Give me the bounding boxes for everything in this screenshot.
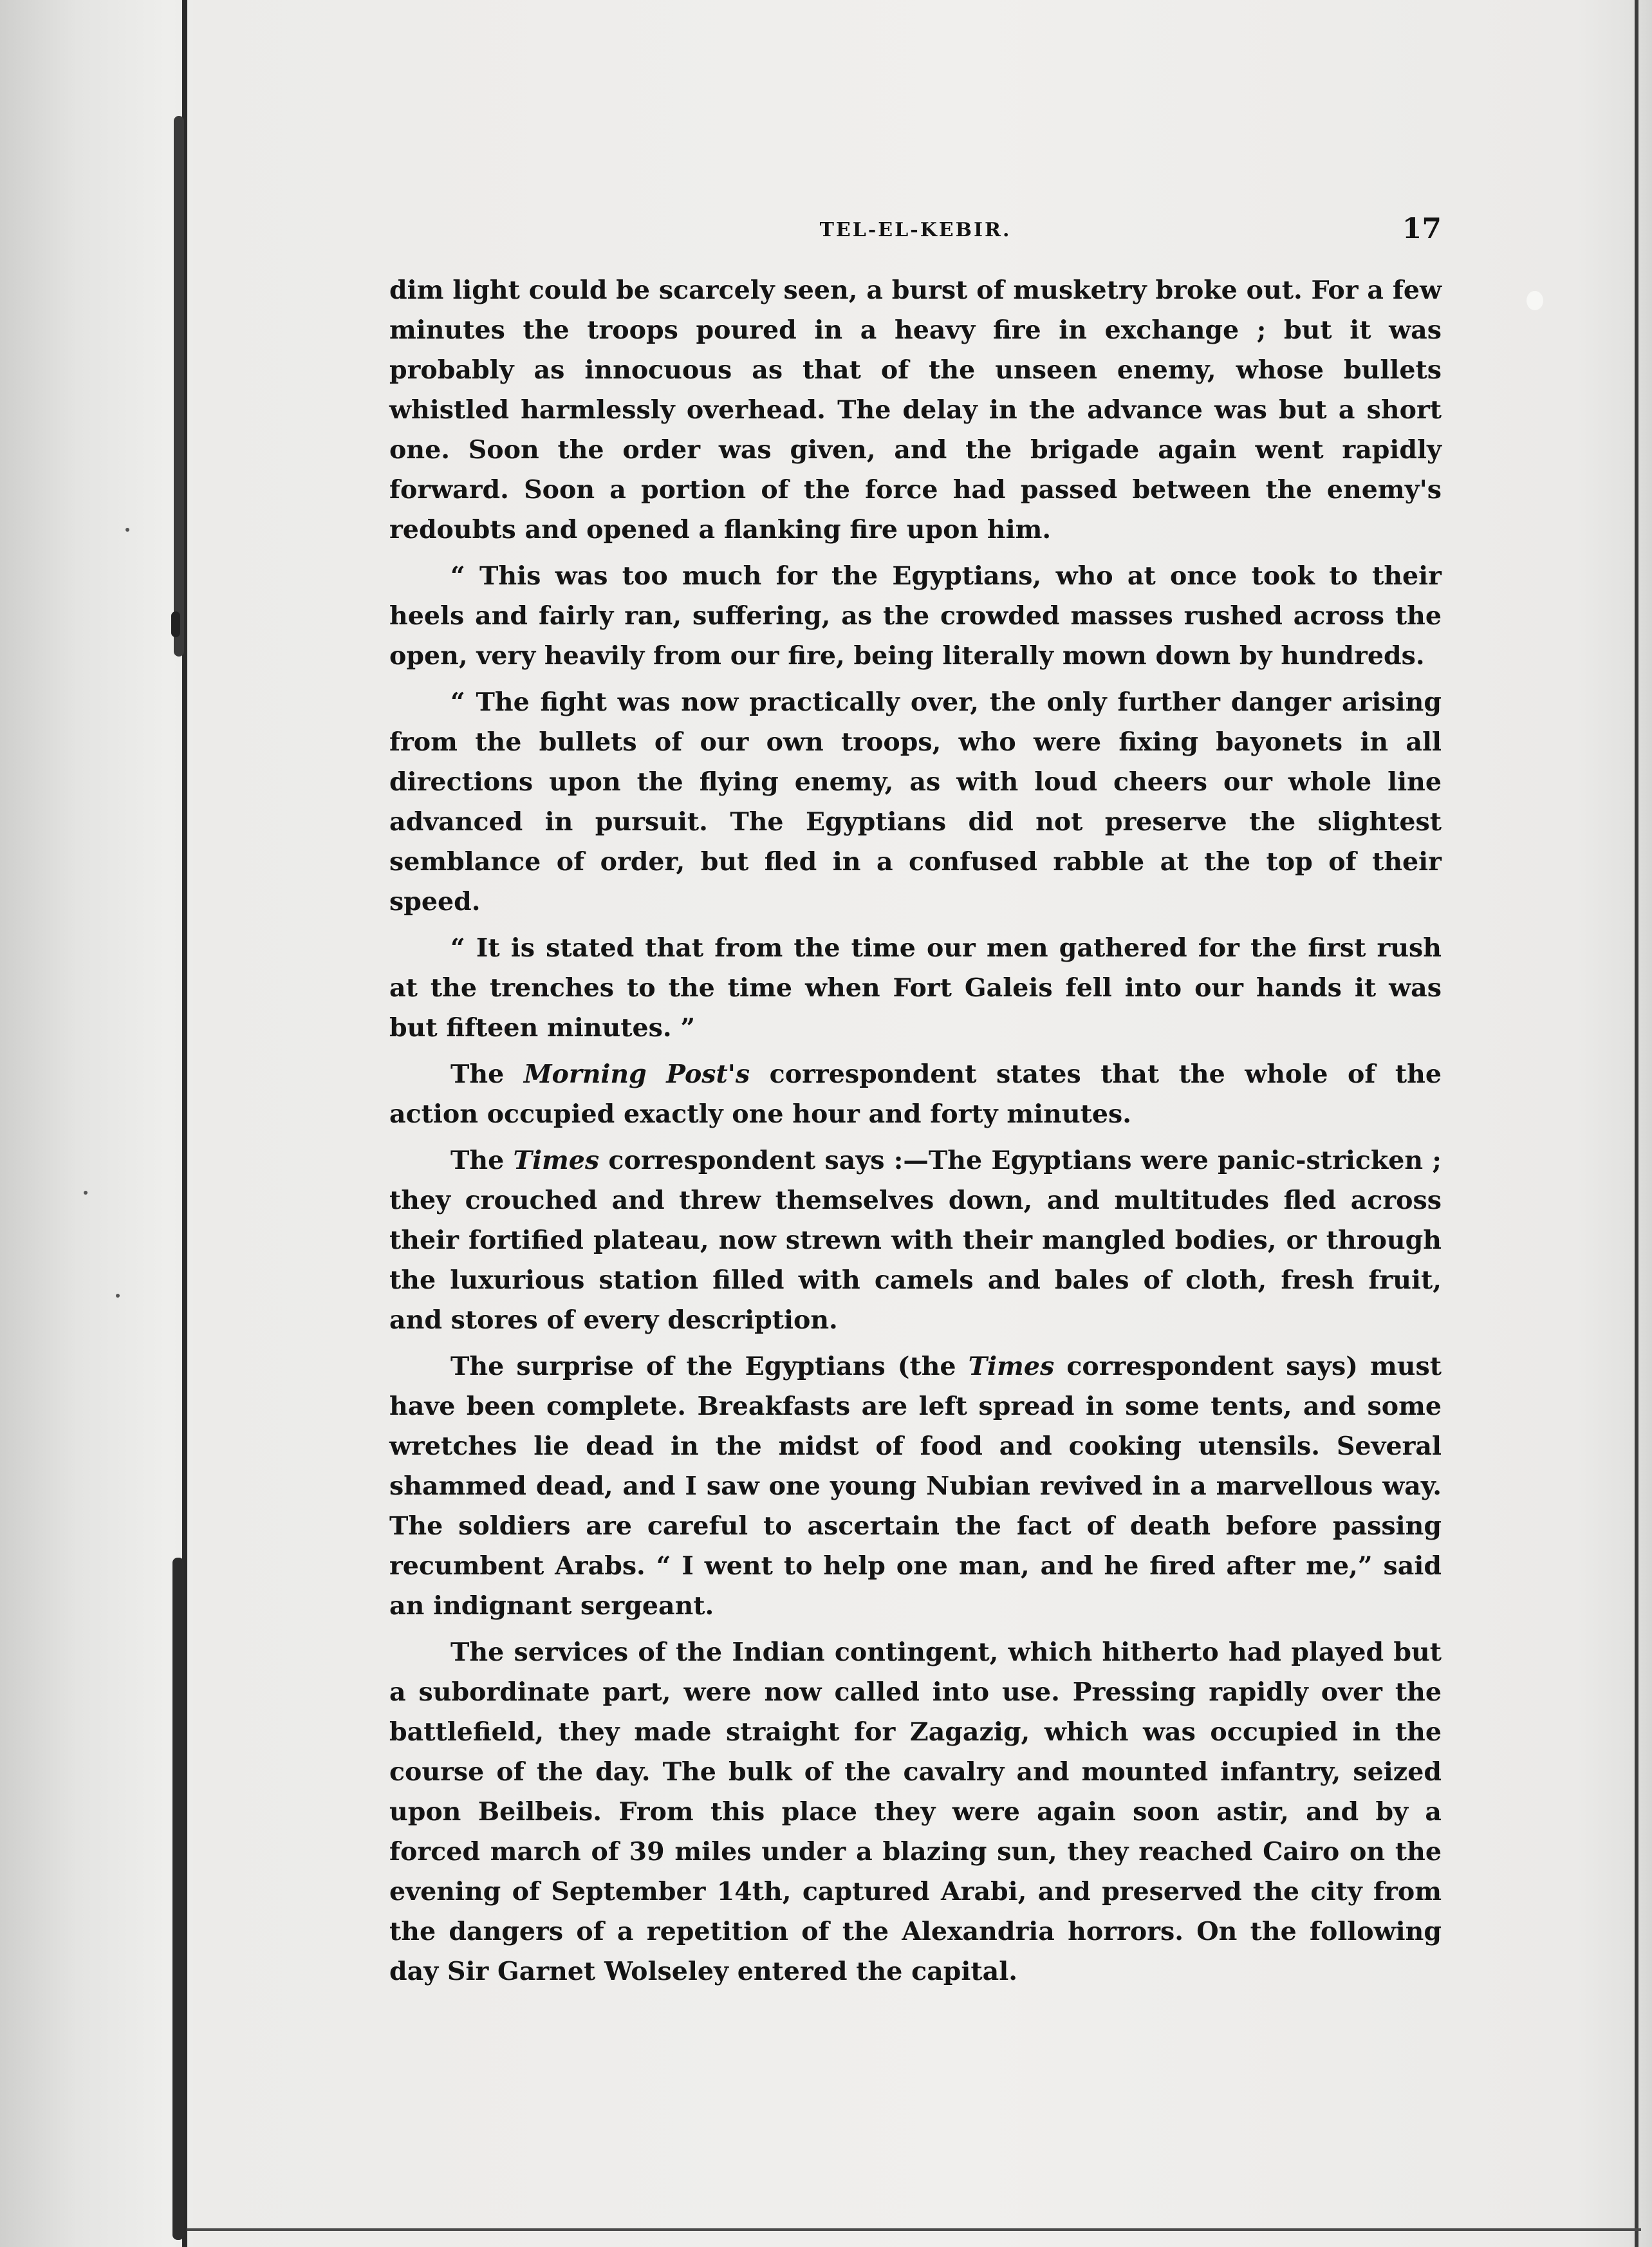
scan-blemish bbox=[1527, 291, 1543, 310]
text-run: correspondent says :—The Egyptians were panic-stricken ; they crouched and threw themselves down, and multitudes fled across their fortified plateau, now strewn with their mangled bodies, or through the luxurious station filled with camels and bales of cloth, fresh fruit, and stores of every description. bbox=[389, 1146, 1442, 1335]
paragraph-morning-post bbox=[389, 1054, 1442, 1134]
paragraph-indian-contingent: The services of the Indian contingent, which hitherto had played but a subordinate part, were now called into use. Pressing rapidly over the battlefield, they made straight for Zagazig, which was occupied in the course of the day. The bulk of the cavalry and mounted infantry, seized upon Beilbeis. From this place they were again soon astir, and by a forced march of 39 miles under a blazing sun, they reached Cairo on the evening of September 14th, captured Arabi, and preserved the city from the dangers of a repetition of the Alexandria horrors. On the following day Sir Garnet Wolseley entered the capital. bbox=[389, 1637, 1442, 1986]
paragraph-times bbox=[389, 1141, 1442, 1340]
running-title: TEL-EL-KEBIR. bbox=[819, 219, 1012, 241]
paragraph-quote: “ It is stated that from the time our men gathered for the first rush at the trenches to the time when Fort Galeis fell into our hands it was but fifteen minutes. ” bbox=[389, 933, 1442, 1043]
text-run: The surprise of the Egyptians (the bbox=[450, 1352, 969, 1381]
scan-speck bbox=[125, 528, 129, 532]
paragraph-surprise bbox=[389, 1347, 1442, 1626]
newspaper-title: Times bbox=[513, 1146, 600, 1175]
text-run: correspondent states that the whole of the action occupied exactly one hour and forty minutes. bbox=[389, 1059, 1442, 1129]
paragraph-continued: dim light could be scarcely seen, a burst of musketry broke out. For a few minutes the troops poured in a heavy fire in exchange ; but it was probably as innocuous as that of the unseen enemy, whose bullets whistled harmlessly overhead. The delay in the advance was but a short one. Soon the order was given, and the brigade again went rapidly forward. Soon a portion of the force had passed between the enemy's redoubts and opened a flanking fire upon him. bbox=[389, 275, 1442, 545]
page-number: 17 bbox=[1402, 212, 1442, 245]
body-text bbox=[389, 270, 1442, 1991]
book-page bbox=[389, 212, 1442, 1998]
newspaper-title: Morning Post's bbox=[523, 1059, 750, 1089]
page-right-edge bbox=[1635, 0, 1638, 2247]
text-run: The bbox=[450, 1059, 524, 1089]
text-run: correspondent says) must have been complete. Breakfasts are left spread in some tents, and some wretches lie dead in the midst of food and cooking utensils. Several shammed dead, and I saw one young Nubian revived in a marvellous way. The soldiers are careful to ascertain the fact of death before passing recumbent Arabs. “ I went to help one man, and he fired after me,” said an indignant sergeant. bbox=[389, 1352, 1442, 1621]
running-head bbox=[389, 212, 1442, 270]
paragraph-quote: “ This was too much for the Egyptians, who at once took to their heels and fairly ran, suffering, as the crowded masses rushed across the open, very heavily from our fire, being literally mown down by hundreds. bbox=[389, 561, 1442, 671]
binding-clip bbox=[171, 611, 180, 637]
paragraph-quote: “ The fight was now practically over, the only further danger arising from the bullets of our own troops, who were fixing bayonets in all directions upon the flying enemy, as with loud cheers our whole line advanced in pursuit. The Egyptians did not preserve the slightest semblance of order, but fled in a confused rabble at the top of their speed. bbox=[389, 687, 1442, 917]
binding-mark-upper bbox=[174, 116, 184, 657]
binding-mark-lower bbox=[172, 1558, 184, 2240]
facing-page-edge bbox=[0, 0, 193, 2247]
text-run: The bbox=[450, 1146, 514, 1175]
scan-speck bbox=[116, 1294, 120, 1298]
scan-speck bbox=[84, 1191, 88, 1195]
newspaper-title: Times bbox=[968, 1352, 1055, 1381]
page-bottom-edge bbox=[187, 2228, 1641, 2231]
